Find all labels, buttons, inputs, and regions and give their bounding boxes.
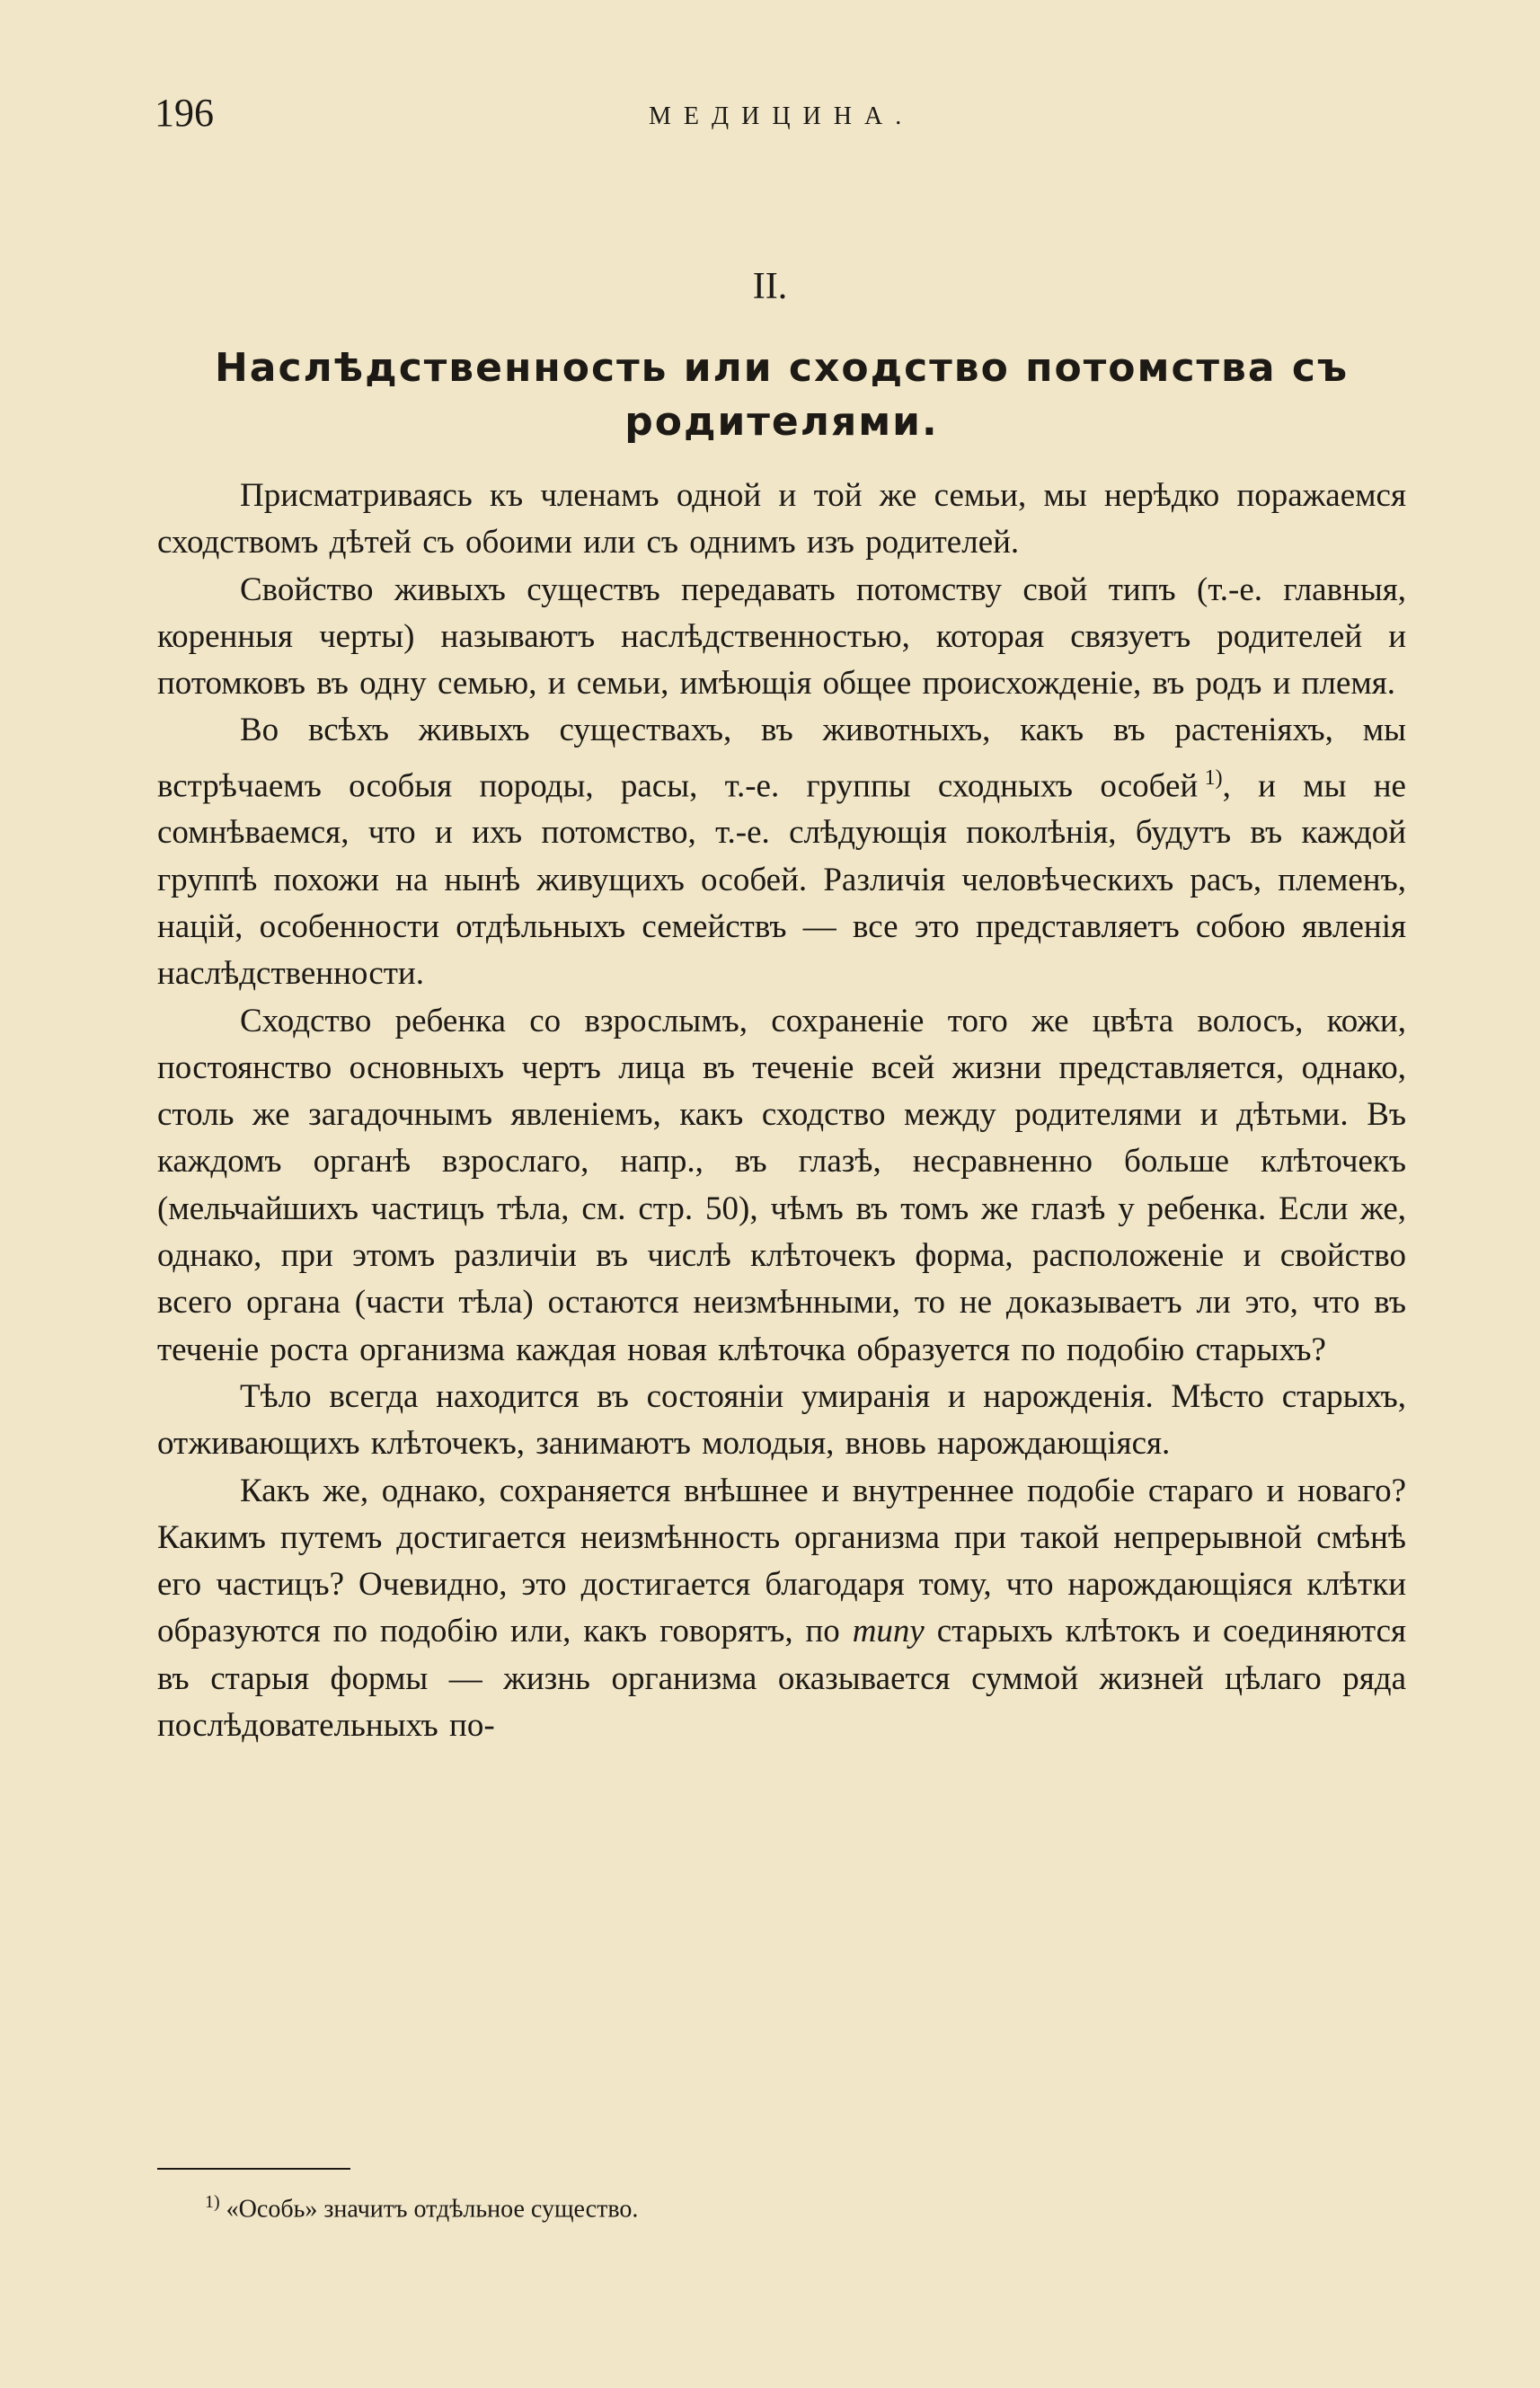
paragraph-text: Во всѣхъ живыхъ существахъ, въ животныхъ, какъ въ растеніяхъ, мы встрѣчаемъ особыя породы, расы, т.-е. группы сходныхъ особей [157,712,1406,805]
paragraph: Присматриваясь къ членамъ одной и той же семьи, мы нерѣдко поражаемся сходствомъ дѣтей съ обоими или съ однимъ изъ родителей. [157,477,1406,562]
paragraph: Свойство живыхъ существъ передавать потомству свой типъ (т.-е. главныя, коренныя черты) называютъ наслѣдственностью, которая связуетъ родителей и потомковъ въ одну семью, и семьи, имѣющія общее происхожденіе, въ родъ и племя. [157,570,1406,703]
footnote-rule [157,2168,350,2170]
running-head [155,90,1412,144]
footnote-text: «Особь» значитъ отдѣльное существо. [226,2195,639,2224]
section-number: II. [752,266,788,307]
paragraph: Тѣло всегда находится въ состояніи умиранія и нарожденія. Мѣсто старыхъ, отживающихъ клѣточекъ, занимаютъ молодыя, вновь нарождающіяся. [157,1377,1406,1463]
paragraph-text: Какъ же, однако, сохраняется внѣшнее и внутреннее подобіе стараго и новаго? Какимъ путемъ достигается неизмѣнность организма при такой непрерывной смѣнѣ его частицъ? Очевидно, это достигается благодаря тому, что нарождающіяся клѣтки образуются по подобію или, какъ говорятъ, по [157,1472,1406,1650]
paragraph [157,1468,1406,1750]
paragraph-text: , и мы не сомнѣваемся, что и ихъ потомство, т.-е. слѣдующія поколѣнія, будутъ въ каждой группѣ похожи на нынѣ живущихъ особей. Различія человѣческихъ расъ, племенъ, націй, особенности отдѣльныхъ семействъ — все это представляетъ собою явленія наслѣдственности. [157,767,1406,993]
footnote-marker: 1) [205,2192,220,2212]
page-number: 196 [155,91,214,135]
footnote-reference: 1) [1204,765,1223,790]
paragraph [157,707,1406,997]
paragraph-text: старыхъ клѣтокъ и соединяются въ старыя формы — жизнь организма оказывается суммой жизней цѣлаго ряда послѣдовательныхъ по- [157,1613,1407,1745]
footnote [205,2192,1373,2224]
chapter-title: Наслѣдственность или сходство потомства съ родителями. [214,345,1350,445]
italic-term: типу [852,1613,925,1650]
body-text [157,473,1406,1749]
running-title: МЕДИЦИНА. [649,102,915,130]
paragraph: Сходство ребенка со взрослымъ, сохраненіе того же цвѣта волосъ, кожи, постоянство основныхъ чертъ лица въ теченіе всей жизни представляется, однако, столь же загадочнымъ явленіемъ, какъ сходство между родителями и дѣтьми. Въ каждомъ органѣ взрослаго, напр., въ глазѣ, несравненно больше клѣточекъ (мельчайшихъ частицъ тѣла, см. стр. 50), чѣмъ въ томъ же глазѣ у ребенка. Если же, однако, при этомъ различіи въ числѣ клѣточекъ форма, расположеніе и свойство всего органа (части тѣла) остаются неизмѣнными, то не доказываетъ ли это, что въ теченіе роста организма каждая новая клѣточка образуется по подобію старыхъ? [157,1002,1406,1368]
